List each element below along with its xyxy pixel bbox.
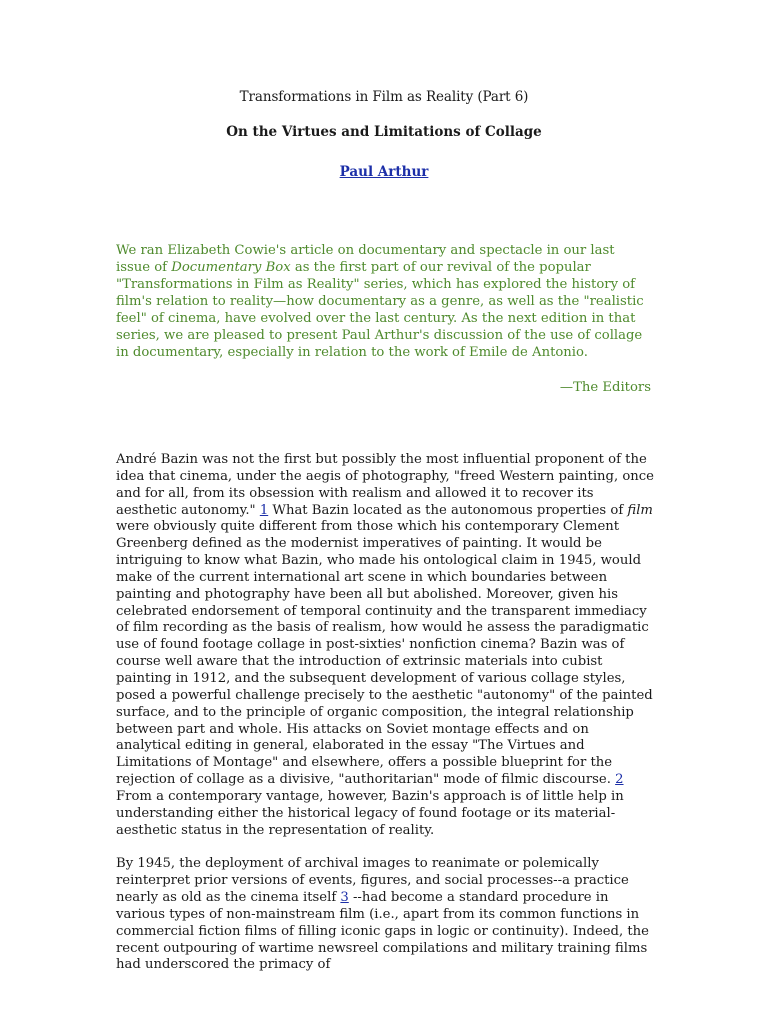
p2-text-a: By 1945, the deployment of archival images to reanimate or polemically reinterpret prior versions of events, figures, and social processes--a practice nearly as old as the cinema itself	[116, 856, 629, 906]
footnote-link-2[interactable]: 2	[615, 772, 624, 788]
series-title: Transformations in Film as Reality (Part 6)	[239, 89, 529, 105]
editors-signature: —The Editors	[559, 380, 651, 395]
article-body	[116, 452, 656, 991]
p2-text-b: --had become a standard procedure in various types of non-mainstream film (i.e., apart from its common functions in commercial fiction films of filling iconic gaps in logic or continuity). Indeed, the recent outpouring of wartime newsreel compilations and military training films had underscored the primacy of	[116, 890, 649, 973]
footnote-link-1[interactable]: 1	[259, 502, 269, 518]
author-link[interactable]: Paul Arthur	[339, 164, 429, 180]
film-emphasis: film	[627, 502, 653, 518]
paragraph-2	[116, 856, 656, 974]
article-title: On the Virtues and Limitations of Collage	[226, 124, 542, 140]
p1-text-c: were obviously quite different from those which his contemporary Clement Greenberg defined as the modernist imperatives of painting. It would be intriguing to know what Bazin, who made his ontological claim in 1945, would make of the current international art scene in which boundaries between painting and photography have been all but abolished. Moreover, given his celebrated endorsement of temporal continuity and the transparent immediacy of film recording as the basis of realism, how would he assess the paradigmatic use of found footage collage in post-sixties' nonfiction cinema? Bazin was of course well aware that the introduction of extrinsic materials into cubist painting in 1912, and the subsequent development of various collage styles, posed a powerful challenge precisely to the aesthetic "autonomy" of the painted surface, and to the principle of organic composition, the integral relationship between part and whole. His attacks on Soviet montage effects and on analytical editing in general, elaborated in the essay "The Virtues and Limitations of Montage" and elsewhere, offers a possible blueprint for the rejection of collage as a divisive, "authoritarian" mode of filmic discourse.	[116, 519, 653, 788]
author-byline	[0, 164, 768, 180]
footnote-link-3[interactable]: 3	[340, 890, 349, 906]
p1-text-b: What Bazin located as the autonomous properties of	[268, 502, 628, 518]
intro-text-end: as the first part of our revival of the popular "Transformations in Film as Reality" series, which has explored the history of film's relation to reality—how documentary as a genre, as well as the "realistic feel" of cinema, have evolved over the last century. As the next edition in that series, we are pleased to present Paul Arthur's discussion of the use of collage in documentary, especially in relation to the work of Emile de Antonio.	[116, 260, 644, 360]
intro-text-start: We ran Elizabeth Cowie's article on documentary and spectacle in our last issue of	[116, 243, 615, 275]
editors-introduction	[116, 242, 652, 361]
paragraph-1	[116, 452, 656, 839]
p1-text-a: André Bazin was not the first but possibly the most influential proponent of the idea that cinema, under the aegis of photography, "freed Western painting, once and for all, from its obsession with realism and allowed it to recover its aesthetic autonomy."	[116, 452, 654, 518]
publication-name: Documentary Box	[171, 260, 291, 275]
p1-text-d: From a contemporary vantage, however, Bazin's approach is of little help in understanding either the historical legacy of found footage or its material-aesthetic status in the representation of reality.	[116, 788, 624, 838]
